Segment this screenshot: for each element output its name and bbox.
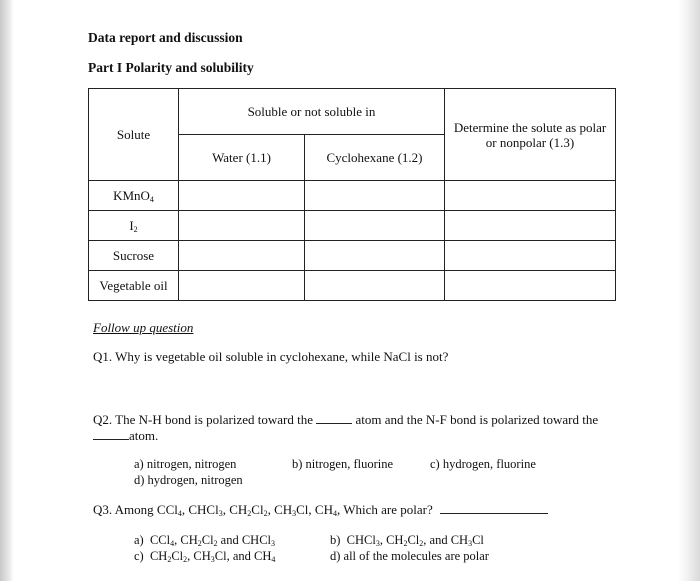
solubility-table: [88, 88, 616, 301]
followup-title: Follow up question: [93, 320, 194, 335]
q3-option-b: b) CHCl$_3$, $CH_2Cl_2$, and $CH_3Cl$: [330, 533, 484, 548]
header-polarity: [445, 89, 616, 181]
cell-polarity[interactable]: [445, 271, 616, 301]
cell-water[interactable]: [179, 211, 305, 241]
part-heading: Part I Polarity and solubility: [88, 60, 254, 75]
answer-blank-2[interactable]: [93, 439, 129, 440]
cell-polarity[interactable]: [445, 241, 616, 271]
q2-option-c: c) hydrogen, fluorine: [430, 457, 536, 471]
header-polarity-line2: or nonpolar (1.3): [485, 134, 575, 150]
solute-vegetable-oil: Vegetable oil: [89, 271, 179, 301]
cell-water[interactable]: [179, 181, 305, 211]
cell-cyclohexane[interactable]: [305, 211, 445, 241]
cell-cyclohexane[interactable]: [305, 241, 445, 271]
answer-blank-3[interactable]: [440, 513, 548, 514]
question-1: Q1. Why is vegetable oil soluble in cyclohexane, while NaCl is not?: [93, 349, 449, 364]
question-2-text-c: atom.: [129, 428, 159, 443]
answer-blank-1[interactable]: [316, 423, 352, 424]
question-2-line1: [93, 412, 598, 428]
question-2-text-a: Q2. The N-H bond is polarized toward the: [93, 412, 317, 427]
q2-option-d: d) hydrogen, nitrogen: [134, 473, 243, 487]
cell-water[interactable]: [179, 271, 305, 301]
page-edge-shadow-right: [678, 0, 700, 581]
solute-i2: $I_2$: [89, 211, 179, 241]
q3-option-d: d) all of the molecules are polar: [330, 549, 489, 563]
q2-option-a: a) nitrogen, nitrogen: [134, 457, 237, 471]
header-water: Water (1.1): [179, 135, 305, 181]
cell-cyclohexane[interactable]: [305, 271, 445, 301]
q3-option-c: c) $CH_2Cl_2$, $CH_3Cl$, and $CH_4$: [134, 549, 276, 564]
header-solute: Solute: [89, 89, 179, 181]
q3-option-a: a) CCl$_4$, $CH_2Cl_2$ and CHCl$_3$: [134, 533, 276, 548]
cell-water[interactable]: [179, 241, 305, 271]
solute-kmno4: KMnO$_4$: [89, 181, 179, 211]
q2-option-b: b) nitrogen, fluorine: [292, 457, 394, 471]
table-row: [89, 271, 616, 301]
solute-sucrose: Sucrose: [89, 241, 179, 271]
cell-polarity[interactable]: [445, 181, 616, 211]
header-polarity-line1: Determine the solute as polar: [453, 119, 607, 135]
header-cyclohexane: Cyclohexane (1.2): [305, 135, 445, 181]
page-edge-shadow-left: [0, 0, 14, 581]
cell-cyclohexane[interactable]: [305, 181, 445, 211]
cell-polarity[interactable]: [445, 211, 616, 241]
table-row: [89, 241, 616, 271]
table-row: [89, 211, 616, 241]
section-heading: Data report and discussion: [88, 30, 243, 45]
table-row: [89, 181, 616, 211]
header-soluble-in: Soluble or not soluble in: [179, 89, 445, 135]
question-2-text-b: atom and the N-F bond is polarized toward the: [352, 412, 599, 427]
question-3: Q3. Among CCl$_4$, CHCl$_3$, $CH_2Cl_2$, $CH_3Cl$, $CH_4$, Which are polar?: [93, 502, 548, 518]
question-2-line2: [93, 428, 158, 444]
